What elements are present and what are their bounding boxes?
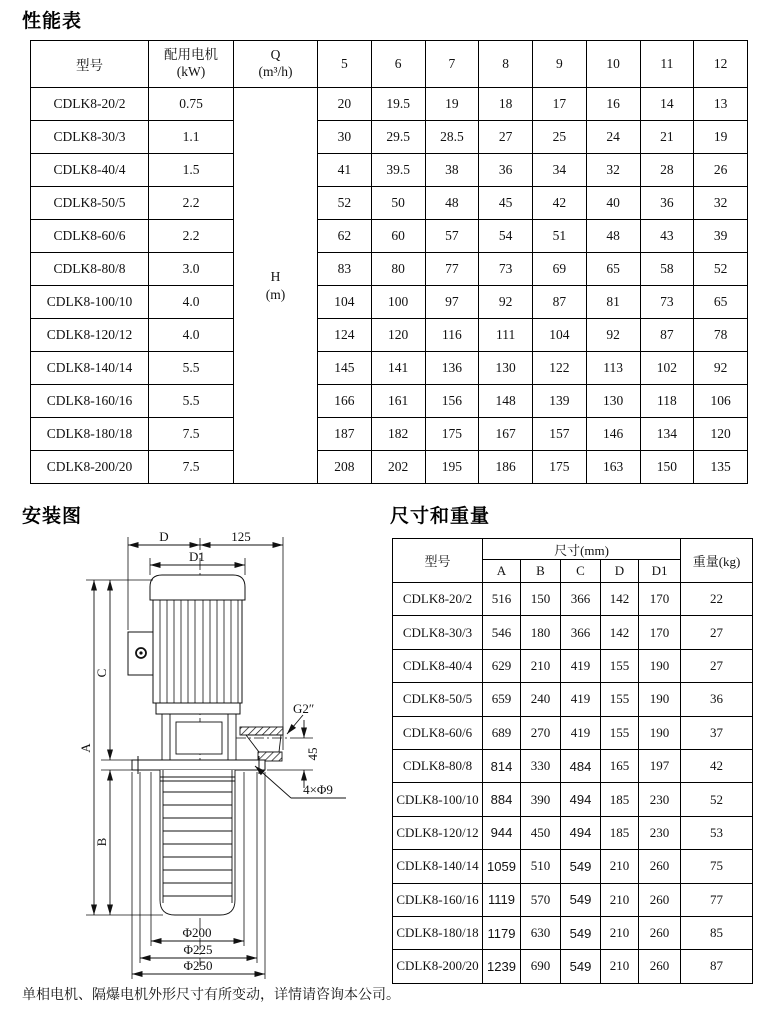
weight-cell: 27: [681, 616, 753, 649]
flow-value-header: 11: [640, 41, 694, 88]
model-cell: CDLK8-30/3: [31, 121, 149, 154]
dim-value-cell: 549: [561, 916, 601, 949]
flow-header-unit: (m³/h): [258, 64, 293, 79]
dimensions-row: [393, 583, 753, 616]
head-value-cell: 163: [586, 451, 640, 484]
motor-kw-cell: 2.2: [149, 187, 234, 220]
model-cell: CDLK8-200/20: [393, 950, 483, 983]
dim-value-cell: 150: [521, 583, 561, 616]
head-value-cell: 20: [318, 88, 372, 121]
head-value-cell: 100: [371, 286, 425, 319]
label-phi225: Φ225: [183, 942, 213, 957]
model-cell: CDLK8-120/12: [31, 319, 149, 352]
performance-header-row: [31, 41, 748, 88]
head-value-cell: 29.5: [371, 121, 425, 154]
head-value-cell: 17: [533, 88, 587, 121]
head-value-cell: 39: [694, 220, 748, 253]
dim-value-cell: 185: [601, 783, 639, 816]
dim-value-cell: 190: [639, 716, 681, 749]
dim-value-cell: 330: [521, 749, 561, 782]
dim-value-cell: 260: [639, 883, 681, 916]
head-value-cell: 50: [371, 187, 425, 220]
head-value-cell: 25: [533, 121, 587, 154]
head-value-cell: 92: [479, 286, 533, 319]
head-value-cell: 73: [479, 253, 533, 286]
head-value-cell: 104: [318, 286, 372, 319]
dim-value-cell: 884: [483, 783, 521, 816]
footer-note: 单相电机、隔爆电机外形尺寸有所变动，详情请咨询本公司。: [22, 988, 400, 1003]
head-value-cell: 161: [371, 385, 425, 418]
dim-value-cell: 210: [601, 950, 639, 983]
performance-row: [31, 385, 748, 418]
label-125: 125: [231, 530, 251, 544]
head-value-cell: 175: [533, 451, 587, 484]
head-value-cell: 87: [533, 286, 587, 319]
dim-value-cell: 170: [639, 616, 681, 649]
head-value-cell: 43: [640, 220, 694, 253]
dimensions-row: [393, 783, 753, 816]
head-value-cell: 148: [479, 385, 533, 418]
dimensions-row: [393, 683, 753, 716]
dim-value-cell: 549: [561, 883, 601, 916]
holes-leader: [255, 766, 291, 798]
dim-value-cell: 210: [601, 916, 639, 949]
head-value-cell: 113: [586, 352, 640, 385]
label-phi200: Φ200: [182, 925, 212, 940]
model-cell: CDLK8-180/18: [393, 916, 483, 949]
weight-cell: 75: [681, 850, 753, 883]
head-value-cell: 32: [586, 154, 640, 187]
head-value-cell: 77: [425, 253, 479, 286]
head-value-cell: 150: [640, 451, 694, 484]
head-value-cell: 24: [586, 121, 640, 154]
dim-value-cell: 390: [521, 783, 561, 816]
head-value-cell: 21: [640, 121, 694, 154]
dimensions-table: [392, 538, 753, 984]
performance-row: [31, 418, 748, 451]
g2-leader: [287, 715, 303, 734]
performance-row: [31, 319, 748, 352]
motor-kw-cell: 1.1: [149, 121, 234, 154]
dim-value-cell: 210: [521, 649, 561, 682]
head-value-cell: 36: [640, 187, 694, 220]
model-cell: CDLK8-20/2: [31, 88, 149, 121]
head-value-cell: 58: [640, 253, 694, 286]
head-value-cell: 80: [371, 253, 425, 286]
head-value-cell: 14: [640, 88, 694, 121]
performance-row: [31, 154, 748, 187]
dim-value-cell: 484: [561, 749, 601, 782]
label-d: D: [159, 530, 169, 544]
dim-value-cell: 516: [483, 583, 521, 616]
weight-header: 重量(kg): [681, 539, 753, 583]
head-value-cell: 146: [586, 418, 640, 451]
model-cell: CDLK8-60/6: [393, 716, 483, 749]
head-value-cell: 83: [318, 253, 372, 286]
col-c-header: C: [561, 560, 601, 583]
model-cell: CDLK8-140/14: [393, 850, 483, 883]
dim-value-cell: 549: [561, 850, 601, 883]
model-cell: CDLK8-40/4: [393, 649, 483, 682]
model-cell: CDLK8-100/10: [393, 783, 483, 816]
motor-kw-cell: 3.0: [149, 253, 234, 286]
dim-value-cell: 1179: [483, 916, 521, 949]
dimensions-header-row1: [393, 539, 753, 560]
dim-value-cell: 165: [601, 749, 639, 782]
motor-kw-cell: 0.75: [149, 88, 234, 121]
model-cell: CDLK8-100/10: [31, 286, 149, 319]
dim-value-cell: 629: [483, 649, 521, 682]
head-value-cell: 208: [318, 451, 372, 484]
performance-row: [31, 253, 748, 286]
head-value-cell: 28: [640, 154, 694, 187]
head-value-cell: 81: [586, 286, 640, 319]
col-d1-header: D1: [639, 560, 681, 583]
head-value-cell: 136: [425, 352, 479, 385]
head-value-cell: 18: [479, 88, 533, 121]
dim-value-cell: 260: [639, 950, 681, 983]
model-cell: CDLK8-50/5: [393, 683, 483, 716]
head-value-cell: 19.5: [371, 88, 425, 121]
weight-cell: 37: [681, 716, 753, 749]
dim-value-cell: 510: [521, 850, 561, 883]
dim-value-cell: 210: [601, 883, 639, 916]
model-cell: CDLK8-40/4: [31, 154, 149, 187]
col-b-header: B: [521, 560, 561, 583]
head-value-cell: 39.5: [371, 154, 425, 187]
head-value-cell: 36: [479, 154, 533, 187]
head-value-cell: 182: [371, 418, 425, 451]
dim-value-cell: 690: [521, 950, 561, 983]
motor-kw-cell: 5.5: [149, 385, 234, 418]
head-value-cell: 57: [425, 220, 479, 253]
model-cell: CDLK8-80/8: [393, 749, 483, 782]
dim-value-cell: 155: [601, 683, 639, 716]
dimensions-row: [393, 749, 753, 782]
head-value-cell: 116: [425, 319, 479, 352]
dimensions-row: [393, 616, 753, 649]
head-value-cell: 134: [640, 418, 694, 451]
head-value-cell: 122: [533, 352, 587, 385]
head-value-cell: 45: [479, 187, 533, 220]
dim-value-cell: 190: [639, 683, 681, 716]
motor-kw-cell: 4.0: [149, 319, 234, 352]
head-value-cell: 78: [694, 319, 748, 352]
dimensions-row: [393, 950, 753, 983]
motor-kw-cell: 4.0: [149, 286, 234, 319]
head-value-cell: 202: [371, 451, 425, 484]
performance-row: [31, 451, 748, 484]
junction-box: [128, 632, 153, 675]
size-header: 尺寸(mm): [483, 539, 681, 560]
flow-value-header: 9: [533, 41, 587, 88]
dim-value-cell: 142: [601, 583, 639, 616]
head-value-cell: 157: [533, 418, 587, 451]
dimensions-row: [393, 649, 753, 682]
dim-value-cell: 659: [483, 683, 521, 716]
flow-header: [234, 41, 318, 88]
dim-value-cell: 419: [561, 649, 601, 682]
motor-header-line2: (kW): [176, 64, 206, 79]
dim-value-cell: 630: [521, 916, 561, 949]
head-value-cell: 13: [694, 88, 748, 121]
weight-cell: 36: [681, 683, 753, 716]
model-cell: CDLK8-60/6: [31, 220, 149, 253]
head-value-cell: 62: [318, 220, 372, 253]
head-value-cell: 41: [318, 154, 372, 187]
head-value-cell: 167: [479, 418, 533, 451]
flow-value-header: 6: [371, 41, 425, 88]
head-value-cell: 102: [640, 352, 694, 385]
model-cell: CDLK8-20/2: [393, 583, 483, 616]
dim-value-cell: 1059: [483, 850, 521, 883]
motor-kw-cell: 2.2: [149, 220, 234, 253]
head-value-cell: 195: [425, 451, 479, 484]
model-cell: CDLK8-180/18: [31, 418, 149, 451]
dim-value-cell: 142: [601, 616, 639, 649]
head-value-cell: 48: [586, 220, 640, 253]
dim-value-cell: 450: [521, 816, 561, 849]
head-value-cell: 42: [533, 187, 587, 220]
model-cell: CDLK8-140/14: [31, 352, 149, 385]
head-value-cell: 141: [371, 352, 425, 385]
dim-value-cell: 1239: [483, 950, 521, 983]
dimensions-row: [393, 916, 753, 949]
dim-value-cell: 570: [521, 883, 561, 916]
head-value-cell: 97: [425, 286, 479, 319]
label-c: C: [94, 668, 109, 678]
dim-value-cell: 197: [639, 749, 681, 782]
head-value-cell: 51: [533, 220, 587, 253]
head-value-cell: 40: [586, 187, 640, 220]
head-value-cell: 92: [586, 319, 640, 352]
head-value-cell: 120: [371, 319, 425, 352]
head-value-cell: 52: [694, 253, 748, 286]
label-b: B: [94, 837, 109, 847]
dim-value-cell: 260: [639, 850, 681, 883]
dim-value-cell: 689: [483, 716, 521, 749]
model-cell: CDLK8-30/3: [393, 616, 483, 649]
pump-head: [162, 714, 236, 760]
model-header: 型号: [31, 41, 149, 88]
weight-cell: 85: [681, 916, 753, 949]
performance-title: 性能表: [22, 11, 83, 32]
head-value-cell: 111: [479, 319, 533, 352]
label-phi250: Φ250: [183, 958, 213, 973]
dim-value-cell: 494: [561, 816, 601, 849]
flow-value-header: 12: [694, 41, 748, 88]
head-value-cell: 60: [371, 220, 425, 253]
dim-value-cell: 814: [483, 749, 521, 782]
dim-value-cell: 170: [639, 583, 681, 616]
dimensions-row: [393, 816, 753, 849]
head-value-cell: 26: [694, 154, 748, 187]
motor-drawing: [150, 575, 245, 714]
motor-header: [149, 41, 234, 88]
head-value-cell: 92: [694, 352, 748, 385]
head-value-cell: 145: [318, 352, 372, 385]
model-cell: CDLK8-200/20: [31, 451, 149, 484]
performance-row: [31, 187, 748, 220]
dim-value-cell: 230: [639, 816, 681, 849]
flow-value-header: 5: [318, 41, 372, 88]
pump-barrel: [160, 770, 235, 915]
head-value-cell: 38: [425, 154, 479, 187]
col-d-header: D: [601, 560, 639, 583]
label-g2: G2″: [293, 701, 315, 716]
head-value-cell: 106: [694, 385, 748, 418]
dim-value-cell: 1119: [483, 883, 521, 916]
dim-value-cell: 944: [483, 816, 521, 849]
performance-row: [31, 286, 748, 319]
head-value-cell: 30: [318, 121, 372, 154]
motor-kw-cell: 7.5: [149, 451, 234, 484]
head-value-cell: 130: [479, 352, 533, 385]
head-value-cell: 187: [318, 418, 372, 451]
weight-cell: 53: [681, 816, 753, 849]
flow-value-header: 10: [586, 41, 640, 88]
motor-kw-cell: 5.5: [149, 352, 234, 385]
head-unit-text: (m): [265, 286, 286, 302]
dim-value-cell: 366: [561, 616, 601, 649]
head-value-cell: 135: [694, 451, 748, 484]
head-value-cell: 65: [694, 286, 748, 319]
head-value-cell: 52: [318, 187, 372, 220]
head-value-cell: 118: [640, 385, 694, 418]
model-cell: CDLK8-160/16: [393, 883, 483, 916]
weight-cell: 87: [681, 950, 753, 983]
label-a: A: [78, 743, 93, 753]
label-45: 45: [305, 747, 320, 761]
model-cell: CDLK8-160/16: [31, 385, 149, 418]
weight-cell: 42: [681, 749, 753, 782]
head-value-cell: 156: [425, 385, 479, 418]
head-value-cell: 130: [586, 385, 640, 418]
head-value-cell: 87: [640, 319, 694, 352]
head-value-cell: 120: [694, 418, 748, 451]
dim-value-cell: 419: [561, 716, 601, 749]
head-value-cell: 73: [640, 286, 694, 319]
installation-diagram: [0, 530, 390, 992]
weight-cell: 77: [681, 883, 753, 916]
head-value-cell: 19: [425, 88, 479, 121]
flow-value-header: 7: [425, 41, 479, 88]
flow-header-symbol: Q: [270, 47, 281, 63]
weight-cell: 22: [681, 583, 753, 616]
head-value-cell: 124: [318, 319, 372, 352]
dim-value-cell: 270: [521, 716, 561, 749]
installation-title: 安装图: [22, 506, 83, 527]
head-unit-symbol: H: [270, 268, 281, 284]
dim-value-cell: 155: [601, 716, 639, 749]
discharge-port: [236, 727, 294, 761]
head-value-cell: 139: [533, 385, 587, 418]
head-value-cell: 166: [318, 385, 372, 418]
head-value-cell: 28.5: [425, 121, 479, 154]
dim-value-cell: 549: [561, 950, 601, 983]
weight-cell: 27: [681, 649, 753, 682]
dim-value-cell: 230: [639, 783, 681, 816]
head-value-cell: 27: [479, 121, 533, 154]
head-unit-cell: [234, 88, 318, 484]
dim-value-cell: 190: [639, 649, 681, 682]
head-value-cell: 104: [533, 319, 587, 352]
motor-header-line1: 配用电机: [164, 47, 218, 63]
performance-row: [31, 88, 748, 121]
head-value-cell: 48: [425, 187, 479, 220]
dim-value-cell: 494: [561, 783, 601, 816]
performance-row: [31, 220, 748, 253]
head-value-cell: 65: [586, 253, 640, 286]
performance-row: [31, 121, 748, 154]
dim-value-cell: 180: [521, 616, 561, 649]
head-value-cell: 34: [533, 154, 587, 187]
motor-kw-cell: 1.5: [149, 154, 234, 187]
head-value-cell: 16: [586, 88, 640, 121]
label-d1: D1: [189, 549, 205, 564]
dim-value-cell: 155: [601, 649, 639, 682]
dim-value-cell: 366: [561, 583, 601, 616]
head-value-cell: 19: [694, 121, 748, 154]
dim-value-cell: 260: [639, 916, 681, 949]
model-cell: CDLK8-80/8: [31, 253, 149, 286]
head-value-cell: 175: [425, 418, 479, 451]
model-cell: CDLK8-120/12: [393, 816, 483, 849]
motor-kw-cell: 7.5: [149, 418, 234, 451]
label-holes: 4×Φ9: [303, 782, 333, 797]
dim-value-cell: 210: [601, 850, 639, 883]
performance-row: [31, 352, 748, 385]
model-header: 型号: [393, 539, 483, 583]
head-value-cell: 186: [479, 451, 533, 484]
head-value-cell: 69: [533, 253, 587, 286]
weight-cell: 52: [681, 783, 753, 816]
dim-value-cell: 240: [521, 683, 561, 716]
dim-value-cell: 185: [601, 816, 639, 849]
dim-value-cell: 546: [483, 616, 521, 649]
dim-value-cell: 419: [561, 683, 601, 716]
performance-table: [30, 40, 748, 484]
model-cell: CDLK8-50/5: [31, 187, 149, 220]
head-value-cell: 32: [694, 187, 748, 220]
dimensions-row: [393, 850, 753, 883]
head-value-cell: 54: [479, 220, 533, 253]
dimensions-row: [393, 883, 753, 916]
flow-value-header: 8: [479, 41, 533, 88]
dimensions-title: 尺寸和重量: [390, 506, 491, 527]
col-a-header: A: [483, 560, 521, 583]
dimensions-row: [393, 716, 753, 749]
